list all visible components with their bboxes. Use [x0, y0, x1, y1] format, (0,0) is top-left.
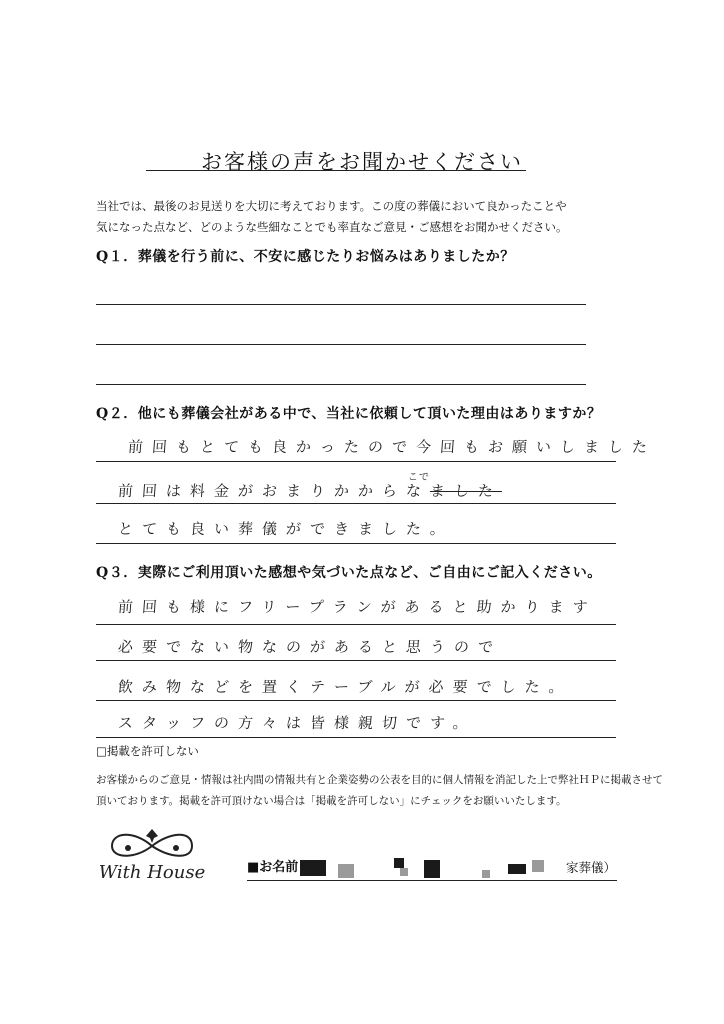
- handwritten-answer: スタッフの方々は皆様親切です。: [117, 714, 478, 732]
- name-label: ■お名前: [247, 860, 299, 875]
- consent-checkbox[interactable]: □掲載を許可しない: [96, 744, 199, 758]
- logo-text: With House: [98, 862, 206, 883]
- intro-text: [96, 196, 656, 238]
- handwritten-insertion: こで: [407, 472, 431, 483]
- consent-note: [96, 770, 676, 812]
- answer-line: [96, 461, 616, 462]
- handwritten-answer: 必要でない物なのがあると思うので: [117, 638, 503, 656]
- title-underline: [146, 170, 526, 171]
- answer-line: [96, 344, 586, 345]
- answer-line: [96, 384, 586, 385]
- answer-line: [96, 700, 616, 701]
- company-logo: [84, 826, 220, 886]
- handwritten-answer: とても良い葬儀ができました。: [117, 520, 455, 538]
- answer-line: [96, 624, 616, 625]
- answer-line: [96, 737, 616, 738]
- redacted-name: [296, 856, 558, 880]
- answer-line: [96, 660, 616, 661]
- question-1: Q１．葬儀を行う前に、不安に感じたりお悩みはありましたか？: [96, 249, 515, 265]
- intro-line-2: 気になった点など、どのような些細なことでも率直なご意見・ご感想をお聞かせください。: [96, 220, 568, 234]
- consent-note-line-1: お客様からのご意見・情報は社内間の情報共有と企業姿勢の公表を目的に個人情報を消記した上で弊社ＨＰに掲載させて: [96, 774, 663, 786]
- logo-graphic: [84, 826, 220, 886]
- answer-line: [96, 543, 616, 544]
- question-2: Q２．他にも葬儀会社がある中で、当社に依頼して頂いた理由はありますか？: [96, 406, 602, 422]
- name-underline: [247, 880, 617, 881]
- answer-text: 前回は料金がおまりかからな: [117, 482, 431, 500]
- form-title: お客様の声をお聞かせください: [201, 150, 523, 174]
- handwritten-answer: 飲み物などを置くテーブルが必要でした。: [117, 678, 574, 696]
- handwritten-answer: 前回も様にフリープランがあると助かります: [117, 598, 598, 616]
- question-3: Q３．実際にご利用頂いた感想や気づいた点など、ご自由にご記入ください。: [96, 565, 602, 581]
- handwritten-answer: 前回もとても良かったので今回もお願いしました: [127, 438, 657, 456]
- name-suffix: 家葬儀）: [566, 860, 617, 875]
- consent-note-line-2: 頂いております。掲載を許可頂けない場合は「掲載を許可しない」にチェックをお願いいたします。: [96, 795, 567, 807]
- answer-line: [96, 304, 586, 305]
- handwritten-answer: [117, 480, 502, 501]
- struck-text: ました: [429, 482, 503, 500]
- intro-line-1: 当社では、最後のお見送りを大切に考えております。この度の葬儀において良かったことや: [96, 199, 567, 213]
- answer-line: [96, 503, 616, 504]
